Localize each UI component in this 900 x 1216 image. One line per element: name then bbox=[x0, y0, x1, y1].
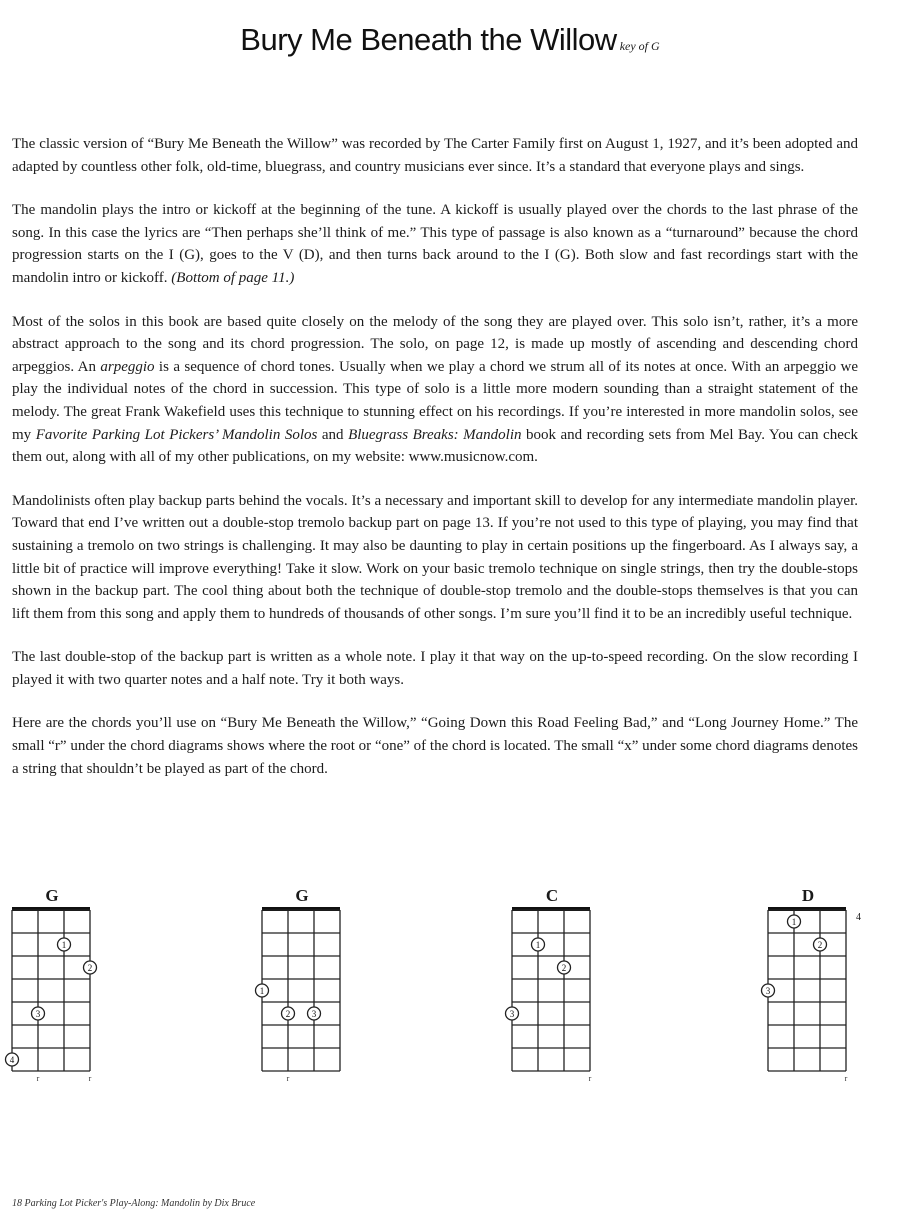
fretboard bbox=[9, 904, 104, 1084]
chord-name: C bbox=[545, 886, 559, 905]
root-marker: r bbox=[844, 1074, 848, 1083]
fret-position-label: 4 bbox=[856, 912, 861, 923]
book-title: Favorite Parking Lot Pickers’ Mandolin Solos bbox=[35, 426, 318, 443]
paragraph-1: The classic version of “Bury Me Beneath the Willow” was recorded by The Carter Family first on August 1, 1927, and it’s been adopted and adapted by countless other folk, old-time, bluegrass, and country musicians ever since. It’s a standard that everyone plays and sings. bbox=[12, 136, 858, 175]
fretboard bbox=[509, 904, 604, 1084]
finger-number: 1 bbox=[61, 940, 67, 950]
article-body bbox=[12, 133, 858, 801]
finger-number: 1 bbox=[535, 940, 541, 950]
finger-number: 3 bbox=[35, 1009, 41, 1019]
finger-number: 3 bbox=[311, 1009, 317, 1019]
chord-name: G bbox=[45, 886, 59, 905]
finger-number: 1 bbox=[259, 986, 265, 996]
root-marker: r bbox=[36, 1074, 40, 1083]
paragraph-6: Here are the chords you’ll use on “Bury Me Beneath the Willow,” “Going Down this Road Feeling Bad,” and “Long Journey Home.” The small “r” under the chord diagrams shows where the root or “one” of the chord is located. The small “x” under some chord diagrams denotes a string that shouldn’t be played as part of the chord. bbox=[12, 715, 858, 777]
key-label: key of G bbox=[619, 39, 660, 53]
title-row bbox=[0, 22, 900, 58]
finger-number: 3 bbox=[765, 986, 771, 996]
finger-number: 2 bbox=[87, 963, 93, 973]
finger-number: 3 bbox=[509, 1009, 515, 1019]
paragraph-4: Mandolinists often play backup parts behind the vocals. It’s a necessary and important skill to develop for any intermediate mandolin player. Toward that end I’ve written out a double-stop tremolo backup part on page 13. If you’re not used to this type of playing, you may find that sustaining a tremolo on two strings is challenging. It may also be daunting to play in certain positions up the fingerboard. As I always say, a little bit of practice will improve everything! Take it slow. Work on your basic tremolo technique on single strings, then try the double-stops shown in the backup part. The cool thing about both the technique of double-stop tremolo and the double-stops themselves is that you can lift them from this song and apply them to hundreds of thousands of other songs. I’m sure you’ll find it to be an incredibly useful technique. bbox=[12, 492, 858, 622]
paragraph-3: Most of the solos in this book are based quite closely on the melody of the song they are played over. This solo isn’t, rather, it’s a more abstract approach to the song and its chord progression. The solo, on page 12, is made up mostly of ascending and descending chord arpeggios. An arpeggio is a sequence of chord tones. Usually when we play a chord we strum all of its notes at once. With an arpeggio we play the individual notes of the chord in succession. This type of solo is a little more modern sounding than a straight statement of the melody. The great Frank Wakefield uses this technique to stunning effect on his recordings. If you’re interested in more mandolin solos, see my Favorite Parking Lot Pickers’ Mandolin Solos and Bluegrass Breaks: Mandolin book and recording sets from Mel Bay. You can check them out, along with all of my other publications, on my website: www.musicnow.com. bbox=[12, 313, 859, 466]
paragraph-5: The last double-stop of the backup part is written as a whole note. I play it that way on the up-to-speed recording. On the slow recording I played it with two quarter notes and a half note. Try it both ways. bbox=[12, 649, 858, 688]
root-marker: r bbox=[588, 1074, 592, 1083]
root-marker: r bbox=[88, 1074, 92, 1083]
finger-number: 2 bbox=[285, 1009, 291, 1019]
finger-number: 2 bbox=[561, 963, 567, 973]
root-marker: r bbox=[286, 1074, 290, 1083]
fretboard bbox=[259, 904, 354, 1084]
finger-number: 2 bbox=[817, 940, 823, 950]
page-reference: (Bottom of page 11.) bbox=[171, 269, 295, 286]
fretboard bbox=[765, 904, 860, 1084]
page-title: Bury Me Beneath the Willow bbox=[240, 22, 617, 57]
chord-name: D bbox=[801, 886, 815, 905]
finger-number: 1 bbox=[791, 917, 797, 927]
paragraph-2: The mandolin plays the intro or kickoff at the beginning of the tune. A kickoff is usually played over the chords to the last phrase of the song. In this case the lyrics are “Then perhaps she’ll think of me.” This type of passage is also known as a “turnaround” because the chord progression starts on the I (G), goes to the V (D), and then turns back around to the I (G). Both slow and fast recordings start with the mandolin intro or kickoff. (Bottom of page 11.) bbox=[12, 202, 858, 286]
finger-number: 4 bbox=[9, 1055, 15, 1065]
page-footer: 18 Parking Lot Picker's Play-Along: Mandolin by Dix Bruce bbox=[12, 1198, 256, 1209]
book-title: Bluegrass Breaks: Mandolin bbox=[348, 426, 522, 443]
chord-name: G bbox=[295, 886, 309, 905]
